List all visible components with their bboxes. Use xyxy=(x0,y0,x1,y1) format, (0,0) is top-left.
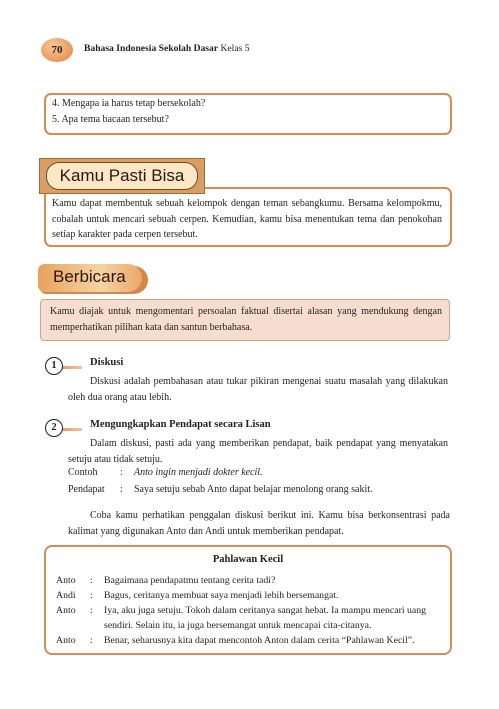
dialogue-line xyxy=(56,634,456,649)
section-1-text: Diskusi adalah pembahasan atau tukar pikiran mengenai suatu masalah yang dilakukan oleh dua orang atau lebih. xyxy=(68,376,448,403)
opinion-label: Pendapat xyxy=(68,484,105,495)
berbicara-intro-text: Kamu diajak untuk mengomentari persoalan faktual disertai alasan yang mendukung dengan memperhatikan pilihan kata dan santun berbahasa. xyxy=(50,306,442,333)
dialogue-title: Pahlawan Kecil xyxy=(212,554,284,565)
question-item: 4. Mengapa ia harus tetap bersekolah? xyxy=(52,98,206,109)
dialogue-line xyxy=(56,574,456,589)
dialogue-speaker: Anto xyxy=(56,635,76,646)
dialogue-line xyxy=(56,589,456,604)
example-row xyxy=(68,467,263,478)
example-colon: : xyxy=(120,467,123,478)
dialogue-text: Benar, seharusnya kita dapat mencontoh Anton dalam cerita “Pahlawan Kecil”. xyxy=(104,635,415,646)
section-2-text: Dalam diskusi, pasti ada yang memberikan pendapat, baik pendapat yang menyatakan setuju atau tidak setuju. xyxy=(68,438,448,465)
book-title-bold: Bahasa Indonesia Sekolah Dasar xyxy=(84,43,219,54)
berbicara-title: Berbicara xyxy=(53,267,126,286)
dialogue-line xyxy=(56,604,456,634)
opinion-value: Saya setuju sebab Anto dapat belajar menolong orang sakit. xyxy=(134,484,373,495)
dialogue-colon: : xyxy=(90,575,93,586)
example-value: Anto ingin menjadi dokter kecil. xyxy=(134,467,263,478)
dialogue-text: Bagus, ceritanya membuat saya menjadi lebih bersemangat. xyxy=(104,590,339,601)
opinion-row xyxy=(68,484,373,495)
section-2-instruction: Coba kamu perhatikan penggalan diskusi berikut ini. Kamu bisa berkonsentrasi pada kalimat yang digunakan Anto dan Andi untuk memberikan pendapat. xyxy=(68,510,450,537)
example-label: Contoh xyxy=(68,467,98,478)
dialogue-colon: : xyxy=(90,590,93,601)
section-2-title: Mengungkapkan Pendapat secara Lisan xyxy=(90,419,271,430)
section-number-1: 1 xyxy=(45,357,63,375)
dialogue-text: Bagaimana pendapatmu tentang cerita tadi? xyxy=(104,575,276,586)
dialogue-speaker: Anto xyxy=(56,605,76,616)
book-title-rest: Kelas 5 xyxy=(218,43,250,54)
section-1-title: Diskusi xyxy=(90,357,124,368)
book-title xyxy=(84,43,250,54)
question-item: 5. Apa tema bacaan tersebut? xyxy=(52,114,169,125)
dialogue-text: Iya, aku juga setuju. Tokoh dalam ceritanya sangat hebat. Ia mampu mencari uang sendiri. Selain itu, ia juga bersemangat untuk mencapai cita-citanya. xyxy=(104,605,427,631)
page-number: 70 xyxy=(41,38,73,62)
dialogue-speaker: Andi xyxy=(56,590,76,601)
dialogue-colon: : xyxy=(90,635,93,646)
kamu-pasti-bisa-text: Kamu dapat membentuk sebuah kelompok dengan teman sebangkumu. Bersama kelompokmu, cobalah untuk mencari sebuah cerpen. Kemudian, kamu bisa menentukan tema dan penokohan setiap karakter pada cerpen tersebut. xyxy=(52,198,442,240)
kamu-pasti-bisa-title: Kamu Pasti Bisa xyxy=(46,162,198,190)
opinion-colon: : xyxy=(120,484,123,495)
dialogue-colon: : xyxy=(90,605,93,616)
dialogue-speaker: Anto xyxy=(56,575,76,586)
section-number-2: 2 xyxy=(45,419,63,437)
